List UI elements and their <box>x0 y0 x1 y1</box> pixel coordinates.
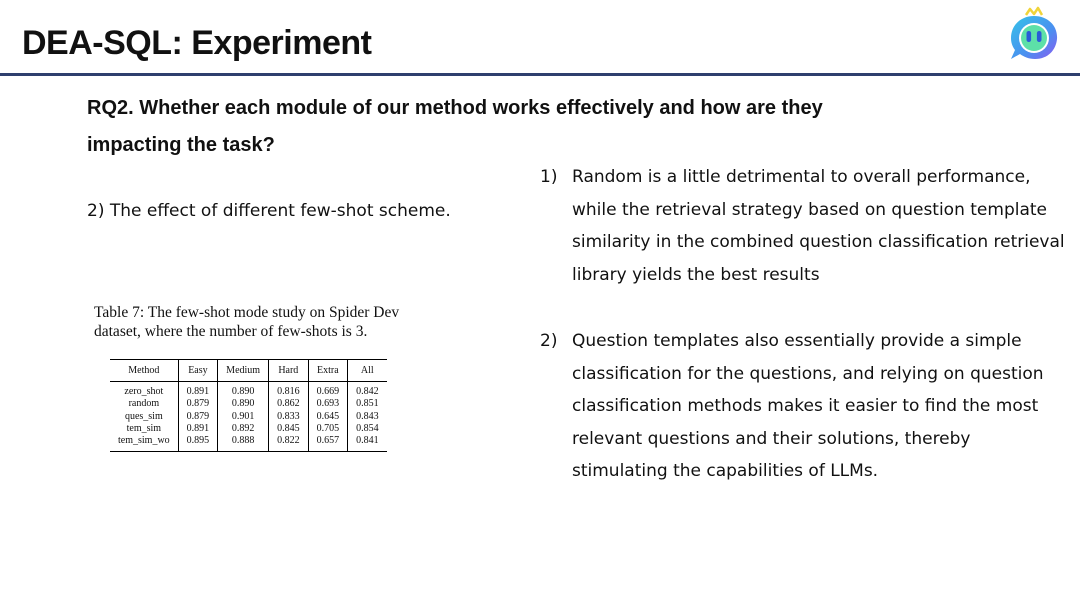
value-cell: 0.822 <box>269 435 309 452</box>
value-cell: 0.693 <box>308 398 348 410</box>
header-cell: Hard <box>269 360 309 382</box>
finding-number: 2) <box>540 331 558 351</box>
header-cell: Easy <box>178 360 218 382</box>
value-cell: 0.845 <box>269 423 309 435</box>
value-cell: 0.842 <box>356 386 379 397</box>
table-row <box>110 382 387 399</box>
research-question: RQ2. Whether each module of our method works effectively and how are they impacting the task? <box>87 97 823 156</box>
findings-list <box>540 161 1070 488</box>
value-cell: 0.851 <box>356 398 379 410</box>
table-row <box>110 411 387 423</box>
value-cell: 0.891 <box>178 382 218 399</box>
value-cell: 0.892 <box>218 423 269 435</box>
value-cell: 0.816 <box>269 382 309 399</box>
header-cell: Method <box>110 360 178 382</box>
title-divider <box>0 73 1080 76</box>
value-cell: 0.890 <box>218 382 269 399</box>
finding-item <box>540 325 1070 488</box>
smiling-face-logo-icon <box>1006 6 1062 66</box>
table-row <box>110 435 387 452</box>
method-cell: ques_sim <box>110 411 178 423</box>
value-cell: 0.891 <box>178 423 218 435</box>
finding-text: Random is a little detrimental to overall performance, while the retrieval strategy based on question template similarity in the combined question classification retrieval library yields the best results <box>572 167 1065 285</box>
value-cell: 0.862 <box>269 398 309 410</box>
value-cell: 0.890 <box>218 398 269 410</box>
method-cell: random <box>110 398 178 410</box>
value-cell: 0.833 <box>269 411 309 423</box>
value-cell: 0.895 <box>178 435 218 452</box>
subheading: 2) The effect of different few-shot scheme. <box>87 201 451 221</box>
table-figure <box>94 303 444 452</box>
value-cell: 0.657 <box>308 435 348 452</box>
table-caption: Table 7: The few-shot mode study on Spider Dev dataset, where the number of few-shots is 3. <box>94 304 400 340</box>
value-cell: 0.901 <box>218 411 269 423</box>
value-cell: 0.854 <box>356 422 379 434</box>
method-cell: tem_sim_wo <box>110 435 178 452</box>
finding-item <box>540 161 1070 291</box>
value-cell: 0.879 <box>178 411 218 423</box>
method-cell: zero_shot <box>110 382 178 399</box>
value-cell: 0.843 <box>356 410 379 422</box>
header-cell: Extra <box>308 360 348 382</box>
slide-title: DEA-SQL: Experiment <box>22 24 372 62</box>
results-table <box>110 359 387 452</box>
method-cell: tem_sim <box>110 423 178 435</box>
value-cell: 0.705 <box>308 423 348 435</box>
table-row <box>110 423 387 435</box>
value-cell: 0.841 <box>356 435 379 447</box>
value-cell: 0.879 <box>178 398 218 410</box>
header-cell: Medium <box>218 360 269 382</box>
table-row <box>110 398 387 410</box>
value-cell: 0.888 <box>218 435 269 452</box>
finding-text: Question templates also essentially provide a simple classification for the questions, and relying on question classification methods makes it easier to find the most relevant questions and their solutions, thereby stimulating the capabilities of LLMs. <box>572 331 1044 481</box>
header-cell: All <box>348 360 387 382</box>
value-cell: 0.645 <box>308 411 348 423</box>
table-header-row <box>110 360 387 382</box>
finding-number: 1) <box>540 167 558 187</box>
value-cell: 0.669 <box>308 382 348 399</box>
